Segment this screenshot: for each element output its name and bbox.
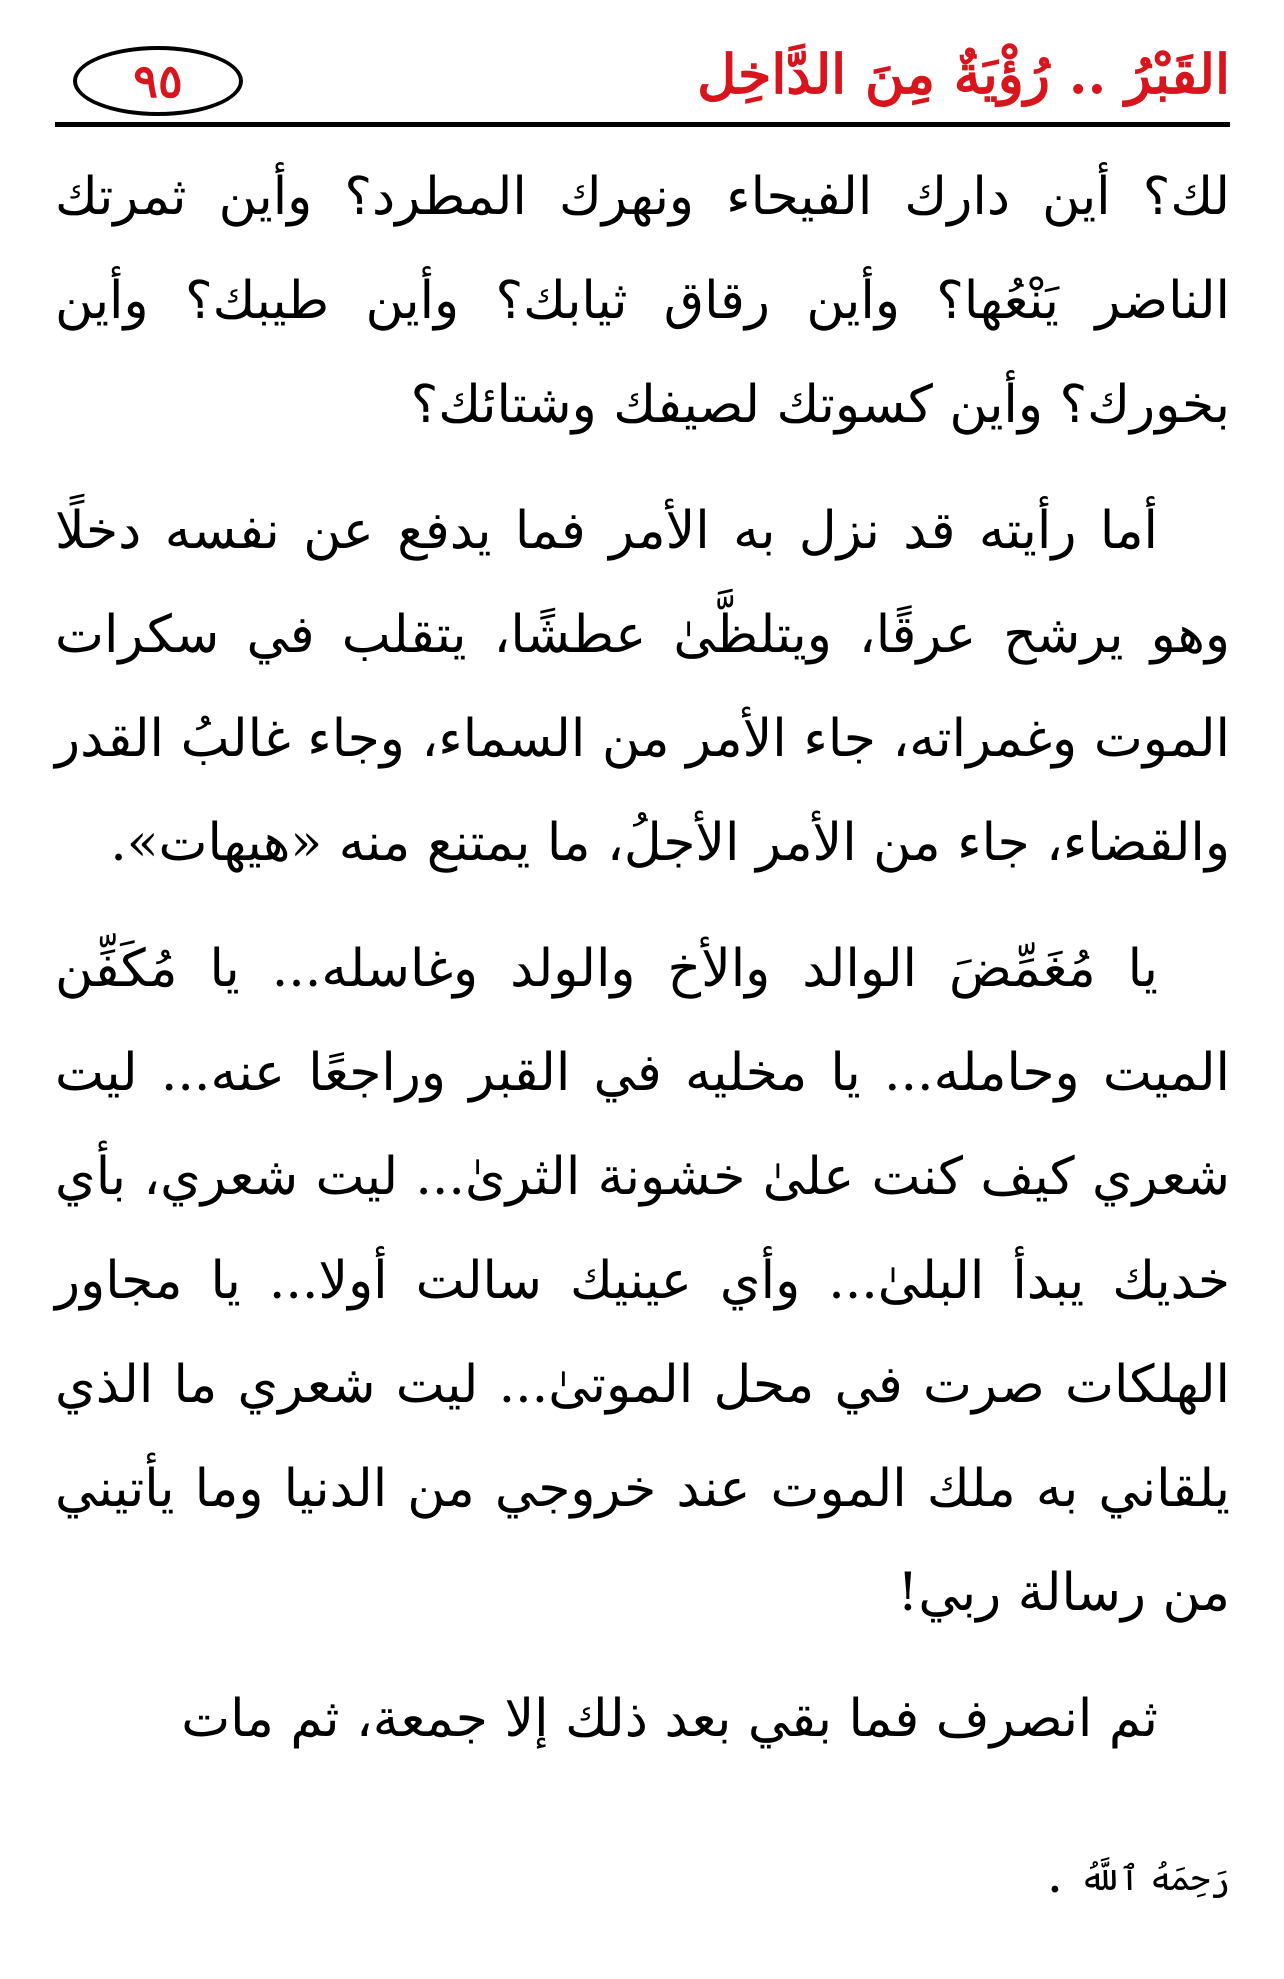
body-text — [55, 145, 1230, 1793]
closing-period: . — [1046, 1845, 1064, 1905]
paragraph-4: ثم انصرف فما بقي بعد ذلك إلا جمعة، ثم مات — [181, 1689, 1158, 1749]
honorific-ligature: رَحِمَهُ ٱللَّهُ — [1079, 1858, 1230, 1899]
header-divider — [55, 122, 1230, 127]
paragraph-1: لك؟ أين دارك الفيحاء ونهرك المطرد؟ وأين ثمرتك الناضر يَنْعُها؟ وأين رقاق ثيابك؟ وأين طيبك؟ وأين بخورك؟ وأين كسوتك لصيفك وشتائك؟ — [55, 167, 1230, 435]
running-title: القَبْرُ .. رُؤْيَةٌ مِنَ الدَّاخِل — [697, 42, 1230, 106]
paragraph-3: يا مُغَمِّضَ الوالد والأخ والولد وغاسله... يا مُكَفِّن الميت وحامله... يا مخليه في القبر وراجعًا عنه... ليت شعري كيف كنت علىٰ خشونة الثرىٰ... ليت شعري، بأي خديك يبدأ البلىٰ... وأي عينيك سالت أولا... يا مجاور الهلكات صرت في محل الموتىٰ... ليت شعري ما الذي يلقاني به ملك الموت عند خروجي من الدنيا وما يأتيني من رسالة ربي! — [55, 939, 1230, 1623]
page-header — [55, 30, 1230, 125]
paragraph-2: أما رأيته قد نزل به الأمر فما يدفع عن نفسه دخلًا وهو يرشح عرقًا، ويتلظَّىٰ عطشًا، يتقلب في سكرات الموت وغمراته، جاء الأمر من السماء، وجاء غالبُ القدر والقضاء، جاء من الأمر الأجلُ، ما يمتنع منه «هيهات». — [55, 501, 1230, 873]
page-number: ٩٥ — [73, 46, 243, 116]
closing-line — [1047, 1845, 1230, 1909]
